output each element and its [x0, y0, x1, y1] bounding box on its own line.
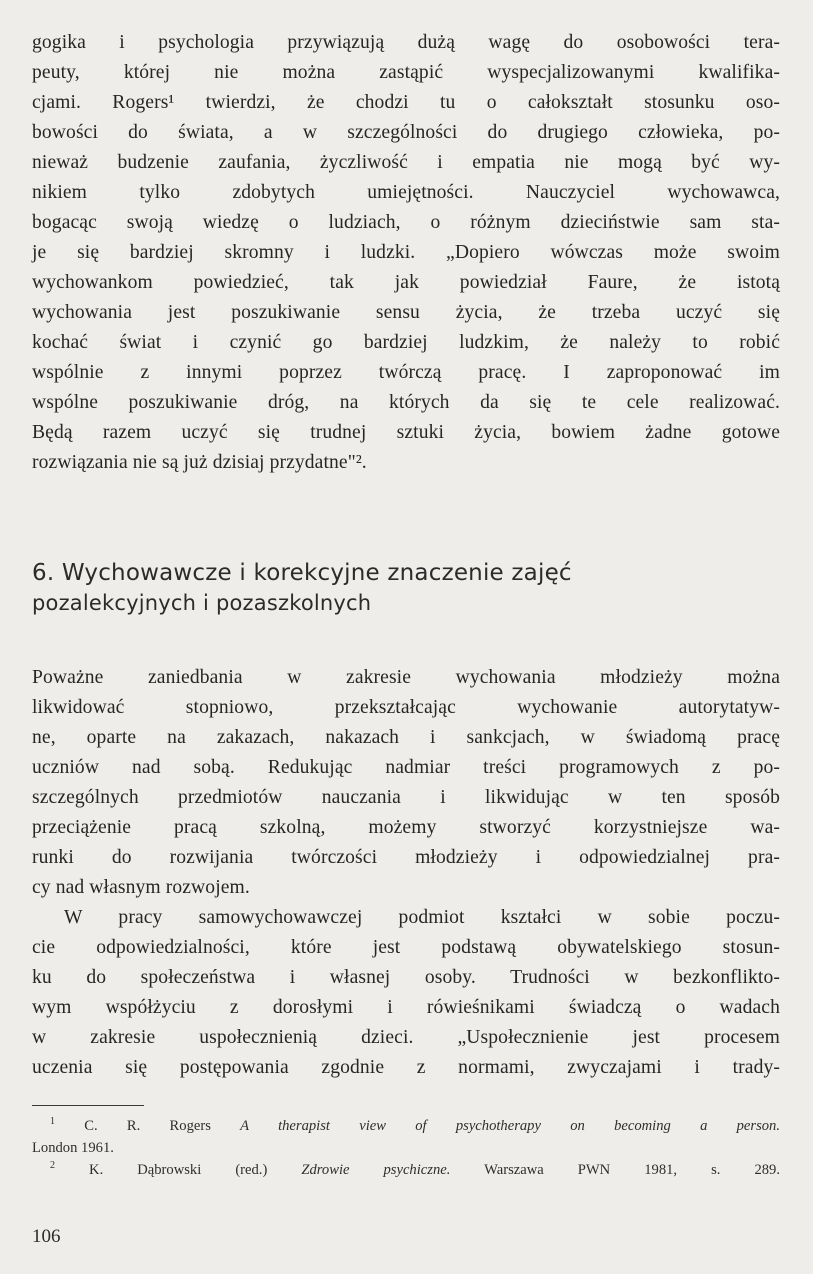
- text-line: peuty, której nie można zastąpić wyspecjalizowanymi kwalifika-: [32, 62, 780, 83]
- text-line: ku do społeczeństwa i własnej osoby. Trudności w bezkonflikto-: [32, 967, 780, 988]
- text-line: gogika i psychologia przywiązują dużą wagę do osobowości tera-: [32, 32, 780, 53]
- page-number: 106: [32, 1226, 61, 1247]
- footnote-title: Zdrowie psychiczne.: [301, 1162, 451, 1178]
- text-line: uczniów nad sobą. Redukując nadmiar treści programowych z po-: [32, 757, 780, 778]
- text-line: Będą razem uczyć się trudnej sztuki życia, bowiem żadne gotowe: [32, 422, 780, 443]
- section-heading-line-2: pozalekcyjnych i pozaszkolnych: [32, 591, 372, 615]
- text-line: wspólnie z innymi poprzez twórczą pracę. I zaproponować im: [32, 362, 780, 383]
- text-line: cie odpowiedzialności, które jest podstawą obywatelskiego stosun-: [32, 937, 780, 958]
- text-line: ne, oparte na zakazach, nakazach i sankcjach, w świadomą pracę: [32, 727, 780, 748]
- text-line: szczególnych przedmiotów nauczania i likwidując w ten sposób: [32, 787, 780, 808]
- footnote-author: K. Dąbrowski (red.): [89, 1162, 268, 1178]
- text-line: cjami. Rogers¹ twierdzi, że chodzi tu o całokształt stosunku oso-: [32, 92, 780, 113]
- section-heading-line-1: 6. Wychowawcze i korekcyjne znaczenie zajęć: [32, 560, 572, 586]
- text-line: cy nad własnym rozwojem.: [32, 877, 250, 898]
- text-line: likwidować stopniowo, przekształcając wychowanie autorytatyw-: [32, 697, 780, 718]
- text-line: wspólne poszukiwanie dróg, na których da się te cele realizować.: [32, 392, 780, 413]
- text-line: przeciążenie pracą szkolną, możemy stworzyć korzystniejsze wa-: [32, 817, 780, 838]
- footnote-author: C. R. Rogers: [84, 1118, 211, 1134]
- section-heading: [32, 558, 780, 618]
- paragraph-1: [32, 28, 780, 478]
- text-line: kochać świat i czynić go bardziej ludzkim, że należy to robić: [32, 332, 780, 353]
- text-line: bogacąc swoją wiedzę o ludziach, o różnym dzieciństwie sam sta-: [32, 212, 780, 233]
- footnote-1: [32, 1115, 780, 1137]
- text-line: runki do rozwijania twórczości młodzieży i odpowiedzialnej pra-: [32, 847, 780, 868]
- footnote-1-continuation: London 1961.: [32, 1140, 114, 1156]
- footnote-2: [32, 1159, 780, 1181]
- text-line: bowości do świata, a w szczególności do drugiego człowieka, po-: [32, 122, 780, 143]
- text-line: W pracy samowychowawczej podmiot kształci w sobie poczu-: [64, 907, 780, 928]
- text-line: uczenia się postępowania zgodnie z normami, zwyczajami i trady-: [32, 1057, 780, 1078]
- footnotes: [32, 1115, 780, 1181]
- text-line: wychowania jest poszukiwanie sensu życia, że trzeba uczyć się: [32, 302, 780, 323]
- text-line: nieważ budzenie zaufania, życzliwość i empatia nie mogą być wy-: [32, 152, 780, 173]
- footnote-divider: [32, 1105, 144, 1106]
- text-line: rozwiązania nie są już dzisiaj przydatne"².: [32, 452, 367, 473]
- footnote-title: A therapist view of psychotherapy on becoming a person.: [240, 1118, 780, 1134]
- text-line: wym współżyciu z dorosłymi i rówieśnikami świadczą o wadach: [32, 997, 780, 1018]
- footnote-marker: 2: [50, 1160, 55, 1172]
- footnote-publication: Warszawa PWN 1981, s. 289.: [484, 1162, 781, 1178]
- text-line: w zakresie uspołecznienią dzieci. „Uspołecznienie jest procesem: [32, 1027, 780, 1048]
- text-line: Poważne zaniedbania w zakresie wychowania młodzieży można: [32, 667, 780, 688]
- paragraph-3: [32, 903, 780, 1083]
- text-line: je się bardziej skromny i ludzki. „Dopiero wówczas może swoim: [32, 242, 780, 263]
- paragraph-2: [32, 663, 780, 903]
- text-line: nikiem tylko zdobytych umiejętności. Nauczyciel wychowawca,: [32, 182, 780, 203]
- text-line: wychowankom powiedzieć, tak jak powiedział Faure, że istotą: [32, 272, 780, 293]
- footnote-marker: 1: [50, 1116, 55, 1128]
